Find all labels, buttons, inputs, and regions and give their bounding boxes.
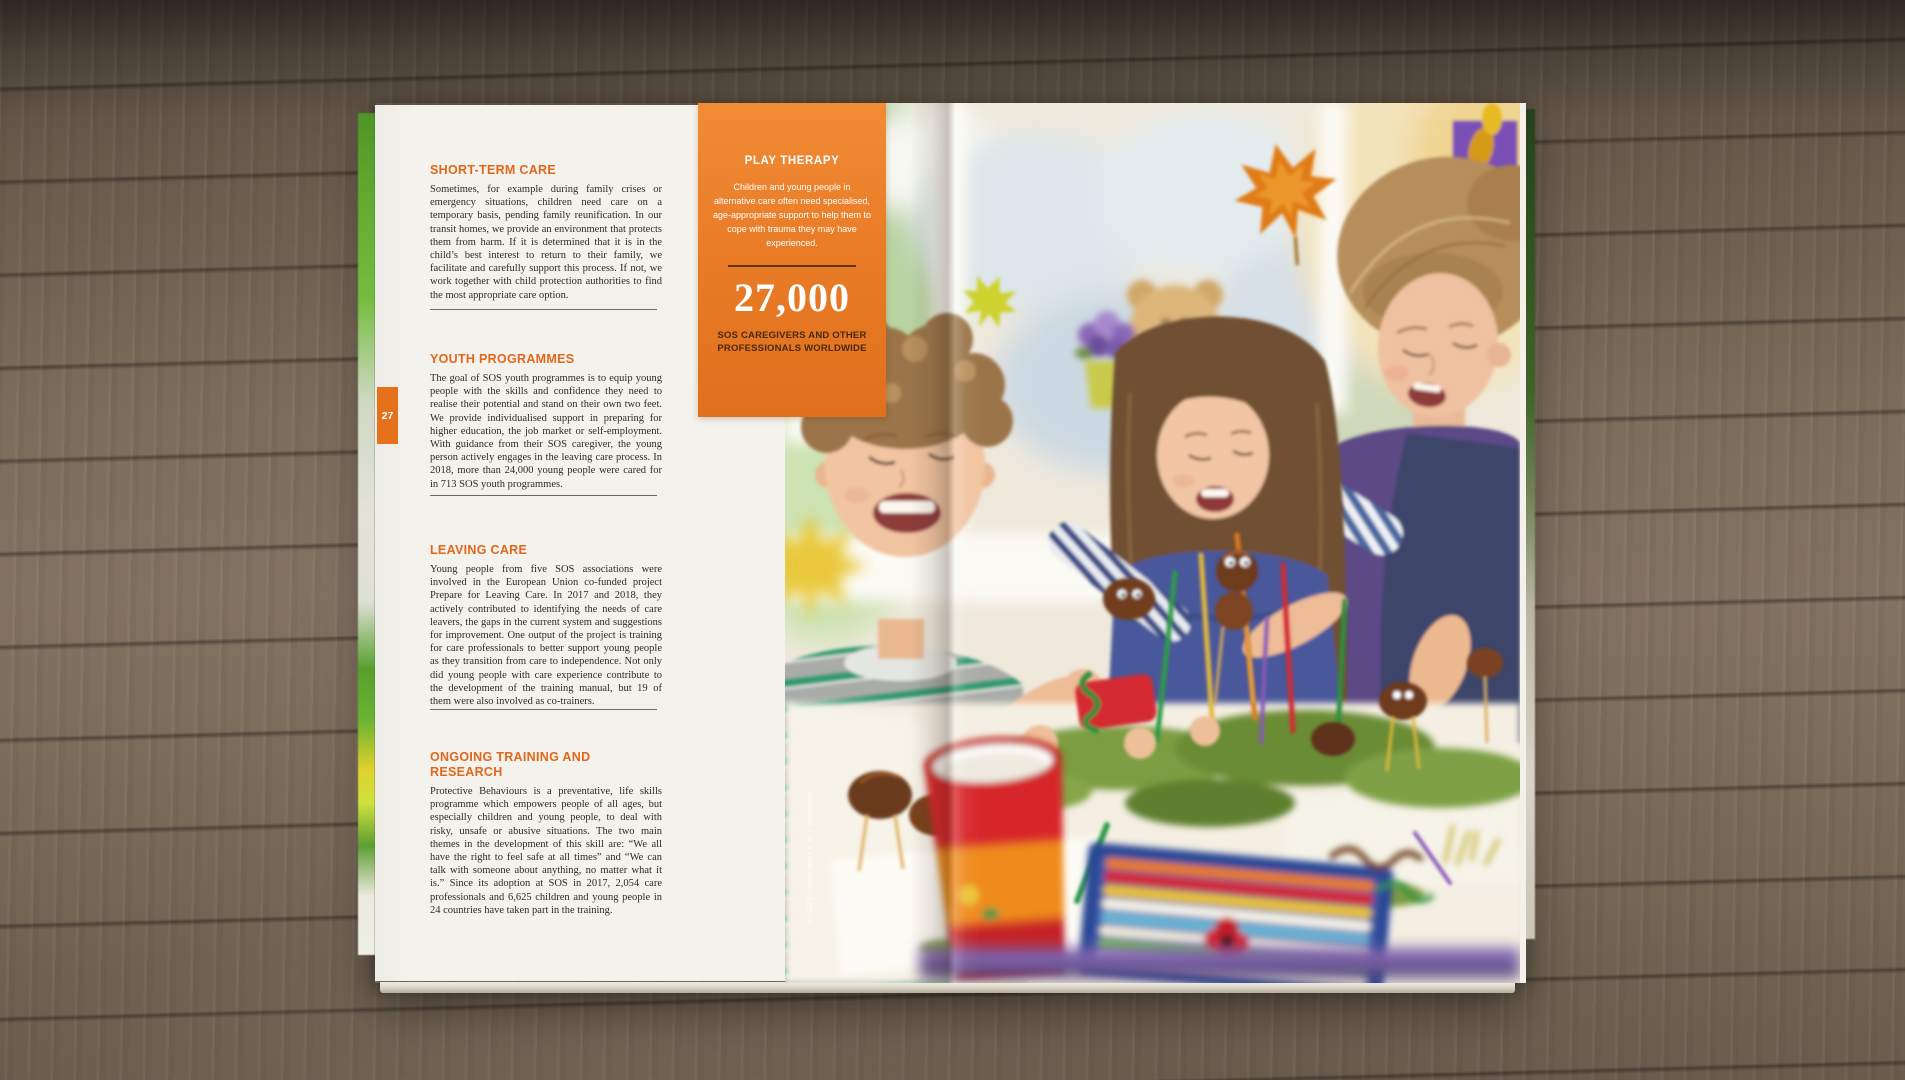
magazine-spread (375, 103, 1520, 983)
section-heading: YOUTH PROGRAMMES (430, 352, 575, 366)
callout-body: Children and young people in alternative care often need specialised, age-appropriate support to help them to cope with trauma they may have experienced. (712, 182, 872, 248)
page-number-tab: 27 (377, 387, 398, 444)
stat-caption: SOS CAREGIVERS AND OTHER PROFESSIONALS WORLDWIDE (717, 330, 867, 354)
photo-page (785, 103, 1526, 983)
section-heading: SHORT-TERM CARE (430, 163, 557, 177)
section-short-term-care (430, 163, 662, 302)
page-stack-bottom-edge (380, 982, 1515, 993)
photo-illustration (785, 103, 1520, 983)
underlying-page-edge-left (358, 113, 375, 955)
section-divider (430, 709, 657, 710)
stat-value: 27,000 (734, 275, 850, 320)
callout-heading: PLAY THERAPY (744, 155, 840, 167)
section-body: Protective Behaviours is a preventative, life skills programme which empowers people of all ages, but especially children and young people, to deal with risky, unsafe or abusive situations. The two main themes in the development of this skill are: “We all have the right to feel safe at all times” and “We can talk with someone about anything, no matter what it is.” Since its adoption at SOS in 2017, 2,054 care professionals and 6,625 children and young people in 24 countries have taken part in the training. (430, 786, 662, 916)
callout-divider (728, 265, 856, 267)
bottom-purple-edge (920, 948, 1520, 979)
section-divider (430, 309, 657, 310)
section-heading: ONGOING TRAINING AND RESEARCH (430, 750, 591, 779)
section-leaving-care (430, 543, 662, 708)
section-ongoing-training (430, 750, 662, 917)
section-youth-programmes (430, 352, 662, 491)
section-heading: LEAVING CARE (430, 543, 528, 557)
photo-credit: © SOS-Kinderdorf e.V. | Germany (805, 791, 814, 926)
play-therapy-callout (698, 103, 886, 417)
section-body: The goal of SOS youth programmes is to equip young people with the skills and confidence they need to realise their potential and stand on their own two feet. We provide individualised support in preparing for higher education, the job market or self-employment. With guidance from their SOS caregiver, the young person actively engages in the leaving care process. In 2018, more than 24,000 young people were cared for in 713 SOS youth programmes. (430, 373, 662, 490)
section-body: Young people from five SOS associations were involved in the European Union co-funded project Prepare for Leaving Care. In 2017 and 2018, they actively contributed to identifying the needs of care leavers, the gaps in the current system and suggestions for improvement. One output of the project is training for care professionals to better support young people as they transition from care to independence. Not only did young people with care experience contribute to the development of the training manual, but 19 of them were also involved as co-trainers. (430, 564, 662, 708)
section-divider (430, 495, 657, 496)
section-body: Sometimes, for example during family crises or emergency situations, children need care on a temporary basis, pending family reunification. In our transit homes, we provide an environment that protects them from harm. If it is determined that it is in the child’s best interest to return to their family, we facilitate and carefully support this process. If not, we work together with child protection authorities to find the most appropriate care option. (430, 184, 662, 301)
